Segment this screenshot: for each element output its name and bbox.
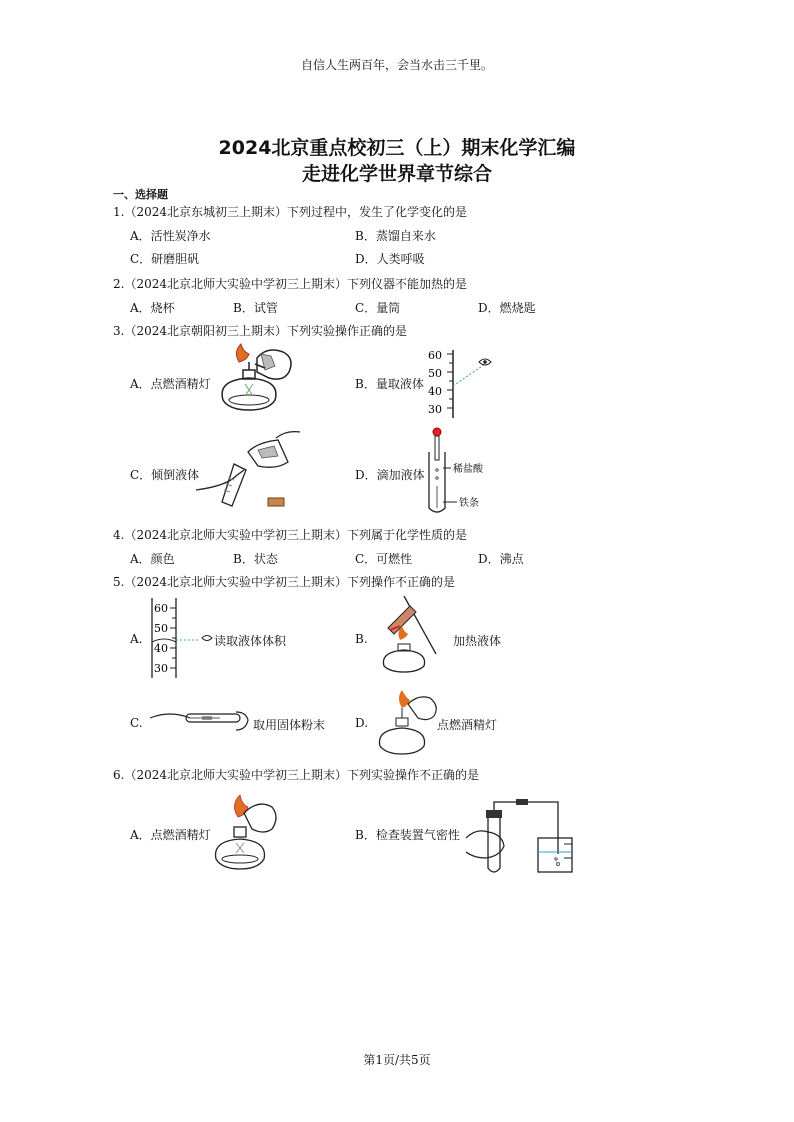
q5a-tick-40: 40	[154, 642, 168, 655]
q6-option-b: B．检查装置气密性	[355, 828, 460, 842]
q5a-tick-50: 50	[154, 622, 168, 635]
q2-option-a: A．烧杯	[130, 301, 175, 315]
q1-option-a: A．活性炭净水	[130, 229, 211, 243]
q2-option-c: C．量筒	[355, 301, 401, 315]
q4-option-c: C．可燃性	[355, 552, 413, 566]
q3b-tick-60: 60	[428, 349, 442, 362]
q4-option-a: A．颜色	[130, 552, 175, 566]
q5-option-c: C.	[130, 716, 143, 730]
q1-option-b: B．蒸馏自来水	[355, 229, 436, 243]
q3d-wire-label: 铁条	[459, 498, 479, 509]
q4-option-d: D．沸点	[478, 552, 524, 566]
question-3-stem: 3.（2024北京朝阳初三上期末）下列实验操作正确的是	[113, 324, 407, 338]
q5a-caption: 读取液体体积	[214, 634, 287, 648]
question-4-stem: 4.（2024北京北师大实验中学初三上期末）下列属于化学性质的是	[113, 528, 467, 542]
question-5-stem: 5.（2024北京北师大实验中学初三上期末）下列操作不正确的是	[113, 575, 455, 589]
header-motto: 自信人生两百年，会当水击三千里。	[300, 58, 493, 72]
q5b-caption: 加热液体	[453, 634, 502, 648]
q3b-measuring-cylinder-illustration	[425, 348, 500, 420]
q3-option-b: B．量取液体	[355, 377, 424, 391]
q5d-caption: 点燃酒精灯	[437, 718, 498, 732]
q1-option-c: C．研磨胆矾	[130, 252, 200, 266]
q6-option-a: A．点燃酒精灯	[130, 828, 211, 842]
q6b-apparatus-illustration	[462, 796, 574, 874]
q3b-tick-50: 50	[428, 367, 442, 380]
q3b-tick-30: 30	[428, 403, 442, 416]
document-title: 2024北京重点校初三（上）期末化学汇编	[218, 137, 576, 159]
q3a-alcohol-lamp-illustration	[205, 344, 300, 419]
section-heading: 一、选择题	[113, 188, 168, 201]
q5c-solid-powder-illustration	[150, 702, 253, 738]
page-footer: 第1页/共5页	[363, 1053, 431, 1067]
question-2-stem: 2.（2024北京北师大实验中学初三上期末）下列仪器不能加热的是	[113, 277, 467, 291]
eye-icon	[202, 636, 212, 641]
q6a-alcohol-lamp-illustration	[208, 795, 278, 871]
q3c-pouring-liquid-illustration	[196, 430, 306, 510]
q5a-measuring-cylinder-illustration	[150, 598, 215, 678]
q5-option-b: B.	[355, 632, 368, 646]
q1-option-d: D．人类呼吸	[355, 252, 425, 266]
question-1-stem: 1.（2024北京东城初三上期末）下列过程中，发生了化学变化的是	[113, 205, 467, 219]
q3d-acid-label: 稀盐酸	[453, 464, 483, 475]
q3b-tick-40: 40	[428, 385, 442, 398]
question-6-stem: 6.（2024北京北师大实验中学初三上期末）下列实验操作不正确的是	[113, 768, 479, 782]
q3d-dropper-illustration	[423, 424, 533, 516]
q3-option-c: C．倾倒液体	[130, 468, 200, 482]
q5c-caption: 取用固体粉末	[253, 718, 326, 732]
q3-option-a: A．点燃酒精灯	[130, 377, 211, 391]
q2-option-d: D．燃烧匙	[478, 301, 536, 315]
q5-option-d: D.	[355, 716, 369, 730]
q4-option-b: B．状态	[233, 552, 278, 566]
q3-option-d: D．滴加液体	[355, 468, 425, 482]
q5a-tick-30: 30	[154, 662, 168, 675]
q5d-alcohol-lamp-illustration	[372, 690, 440, 754]
q2-option-b: B．试管	[233, 301, 278, 315]
q5b-heating-liquid-illustration	[374, 596, 454, 674]
document-subtitle: 走进化学世界章节综合	[301, 163, 492, 185]
q5a-tick-60: 60	[154, 602, 168, 615]
q5-option-a: A.	[130, 632, 143, 646]
